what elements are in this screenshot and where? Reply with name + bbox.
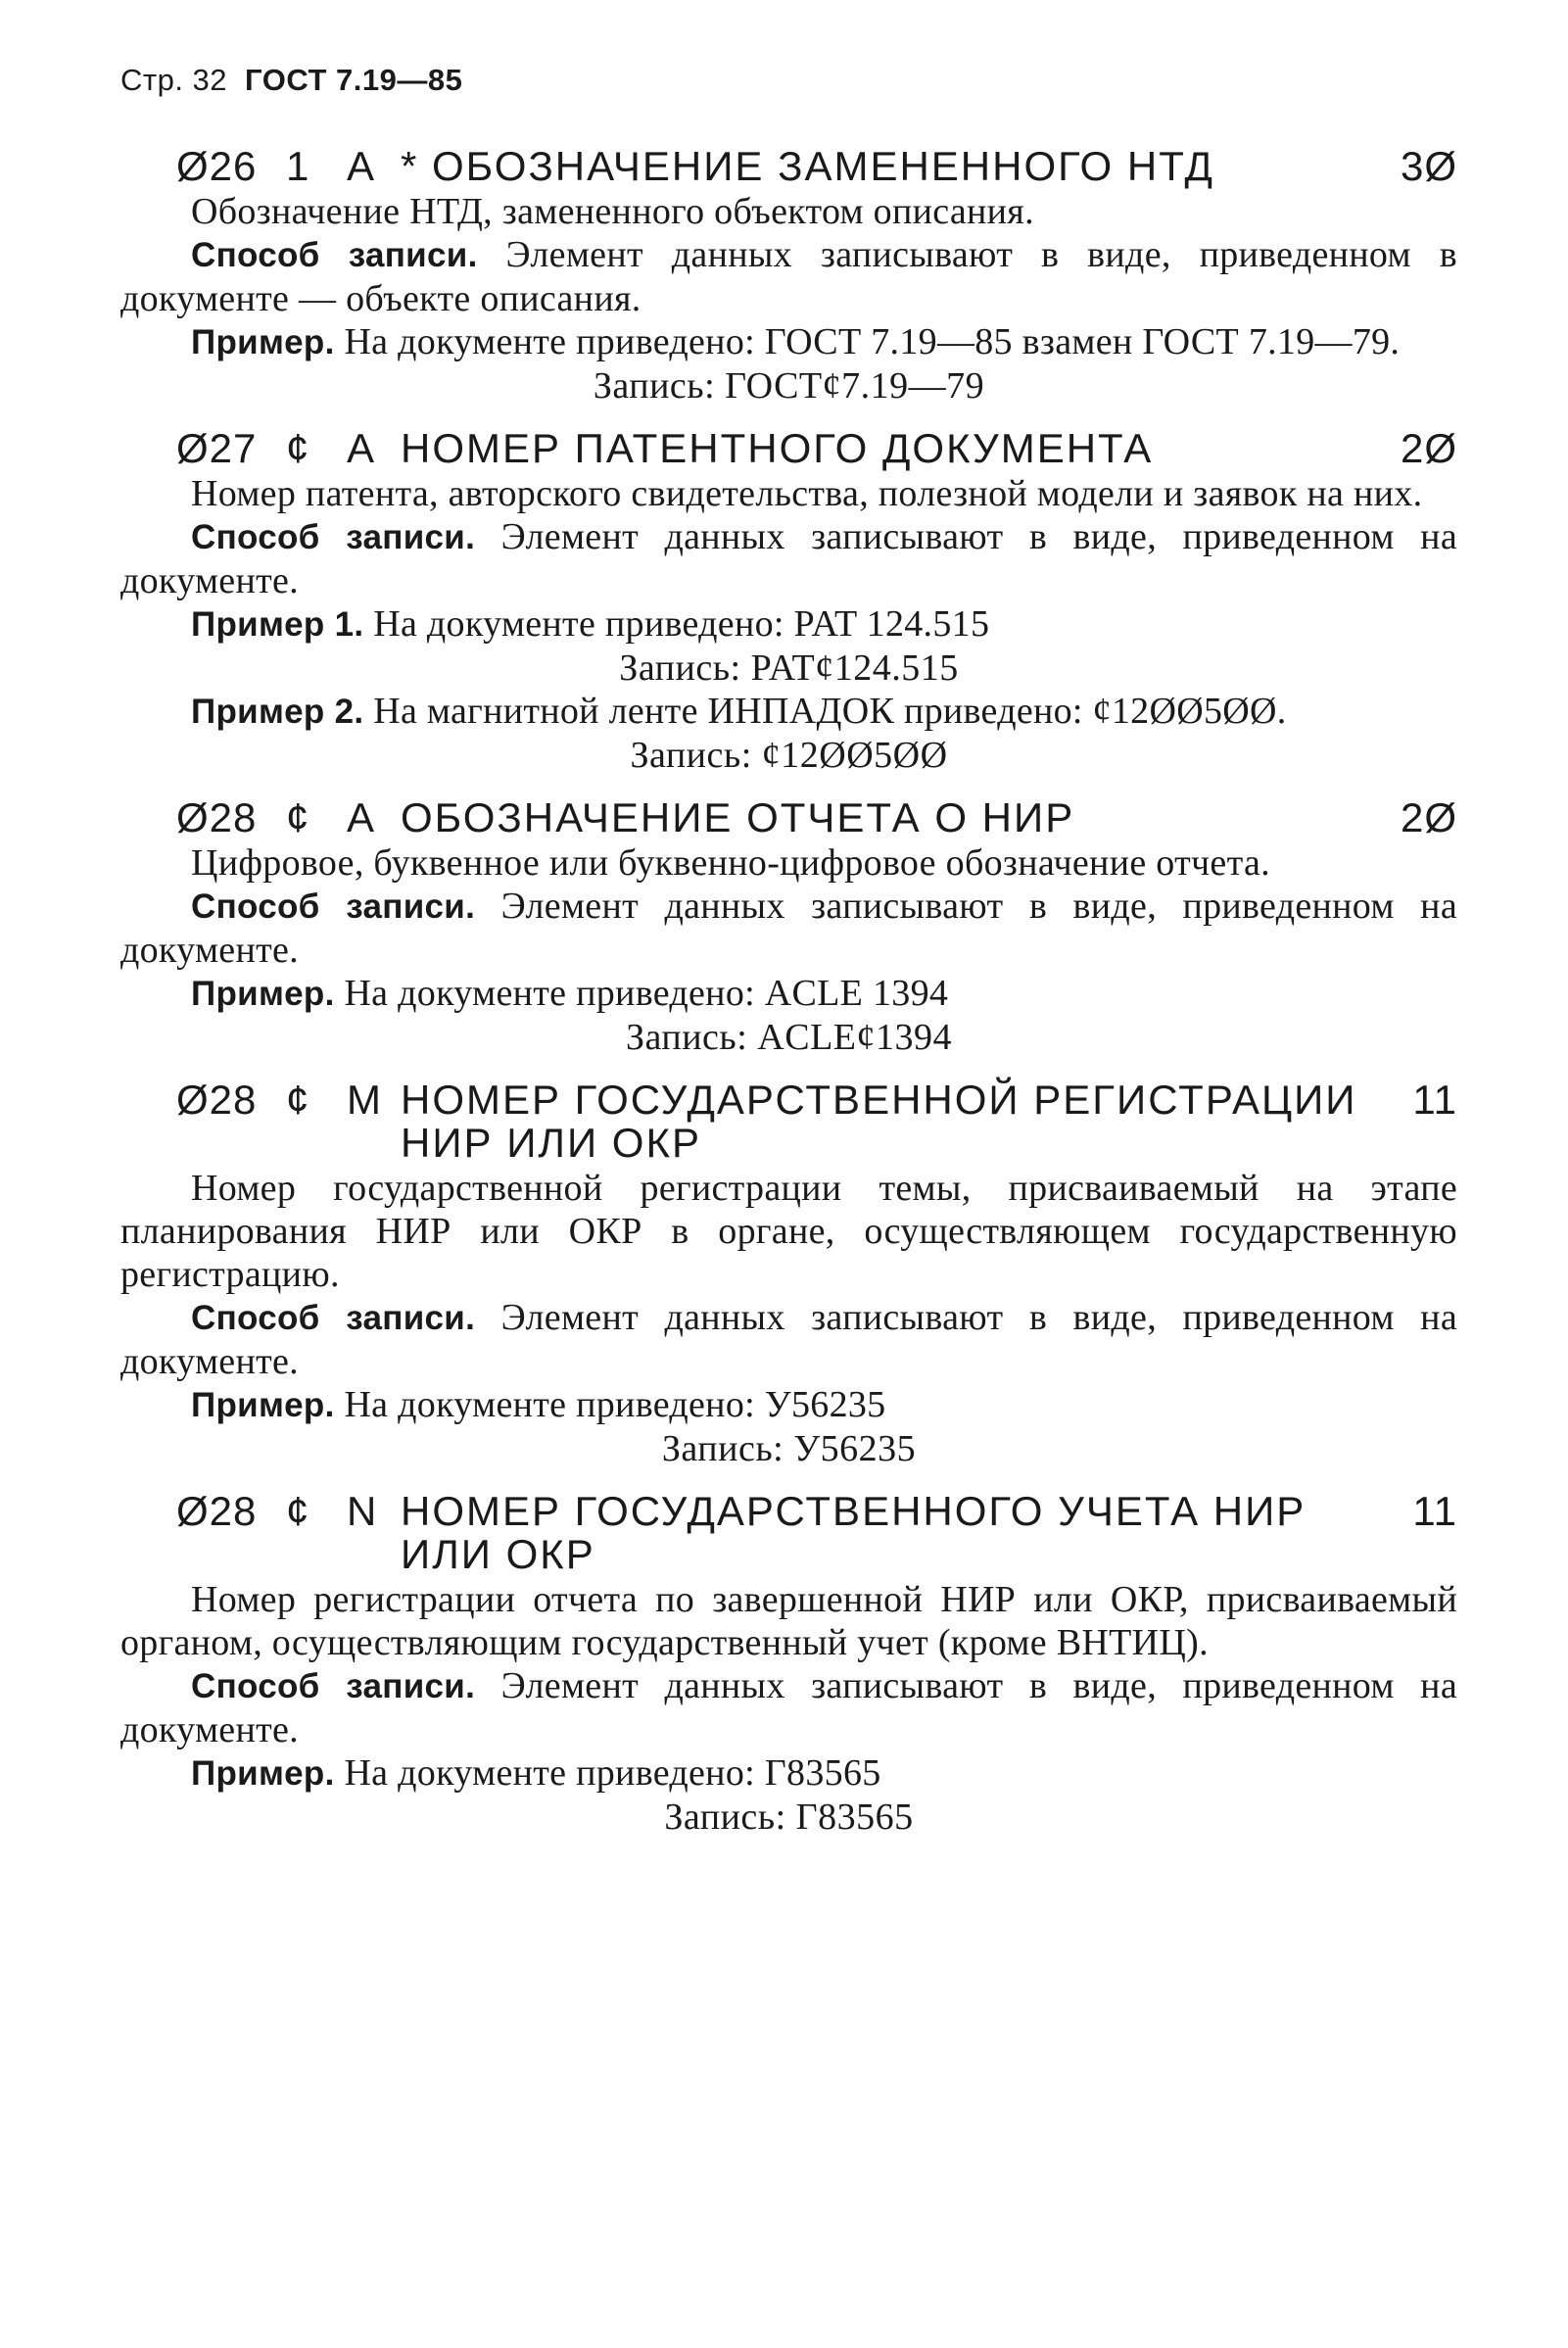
method-text: Элемент данных записывают в виде, приведенном на документе. bbox=[120, 886, 1457, 971]
page-header bbox=[120, 63, 462, 98]
entry-code: Ø28 bbox=[176, 1488, 258, 1534]
entry-record: Запись: Г83565 bbox=[664, 1797, 914, 1838]
entry-name: НОМЕР ПАТЕНТНОГО ДОКУМЕНТА bbox=[401, 425, 1154, 471]
data-element-entry bbox=[120, 796, 1457, 1059]
example-label: Пример. bbox=[191, 1754, 335, 1793]
method-label: Способ записи. bbox=[191, 236, 478, 274]
example-1-label: Пример 1. bbox=[191, 605, 364, 644]
entry-method bbox=[120, 885, 1457, 972]
entry-method bbox=[120, 1296, 1457, 1383]
entry-heading bbox=[120, 145, 1457, 188]
method-label: Способ записи. bbox=[191, 1667, 476, 1705]
method-label: Способ записи. bbox=[191, 1299, 476, 1337]
entry-flag: ¢ bbox=[286, 794, 310, 840]
method-text: Элемент данных записывают в виде, приведенном в документе — объекте описания. bbox=[120, 234, 1457, 319]
example-label: Пример. bbox=[191, 323, 335, 361]
method-label: Способ записи. bbox=[191, 887, 476, 926]
entry-heading bbox=[120, 796, 1457, 839]
entry-method bbox=[120, 515, 1457, 602]
example-1-text: На документе приведено: PAT 124.515 bbox=[373, 603, 990, 645]
entry-length: 11 bbox=[1412, 1077, 1457, 1123]
example-text: На документе приведено: Г83565 bbox=[344, 1752, 881, 1794]
data-element-entry bbox=[120, 145, 1457, 407]
data-element-entry bbox=[120, 1078, 1457, 1470]
method-text: Элемент данных записывают в виде, приведенном на документе. bbox=[120, 516, 1457, 601]
entry-name: НОМЕР ГОСУДАРСТВЕННОЙ РЕГИСТРАЦИИ НИР ИЛИ ОКР bbox=[401, 1077, 1357, 1166]
entry-method bbox=[120, 233, 1457, 320]
page-number: Стр. 32 bbox=[120, 63, 228, 97]
page-content bbox=[120, 145, 1457, 1858]
example-text: На документе приведено: У56235 bbox=[344, 1384, 886, 1425]
entry-length: 2Ø bbox=[1400, 425, 1457, 471]
entry-name: ОБОЗНАЧЕНИЕ ОТЧЕТА О НИР bbox=[401, 794, 1075, 840]
entry-length: 2Ø bbox=[1400, 794, 1457, 840]
entry-flag: ¢ bbox=[286, 1488, 310, 1534]
entry-heading bbox=[120, 427, 1457, 470]
entry-description: Номер патента, авторского свидетельства, полезной модели и заявок на них. bbox=[191, 473, 1423, 514]
entry-record-1: Запись: PAT¢124.515 bbox=[619, 647, 959, 689]
entry-example bbox=[120, 972, 1457, 1016]
example-2-label: Пример 2. bbox=[191, 693, 364, 731]
entry-code: Ø28 bbox=[176, 1077, 258, 1123]
data-element-entry bbox=[120, 427, 1457, 777]
example-text: На документе приведено: ГОСТ 7.19—85 взамен ГОСТ 7.19—79. bbox=[344, 321, 1401, 362]
method-text: Элемент данных записывают в виде, приведенном на документе. bbox=[120, 1665, 1457, 1750]
entry-code: Ø28 bbox=[176, 794, 258, 840]
entry-length: 3Ø bbox=[1400, 143, 1457, 189]
entry-example bbox=[120, 320, 1457, 364]
example-label: Пример. bbox=[191, 975, 335, 1013]
entry-method bbox=[120, 1664, 1457, 1751]
entry-record-2: Запись: ¢12ØØ5ØØ bbox=[630, 735, 948, 776]
entry-code: Ø27 bbox=[176, 425, 258, 471]
example-text: На документе приведено: ACLE 1394 bbox=[344, 973, 949, 1014]
entry-description: Обозначение НТД, замененного объектом описания. bbox=[191, 191, 1034, 232]
entry-example-2 bbox=[120, 690, 1457, 734]
entry-relation: M bbox=[347, 1077, 382, 1123]
example-label: Пример. bbox=[191, 1386, 335, 1424]
entry-record: Запись: ACLE¢1394 bbox=[625, 1017, 953, 1058]
entry-description: Цифровое, буквенное или буквенно-цифровое обозначение отчета. bbox=[191, 842, 1270, 884]
entry-relation: A bbox=[347, 143, 376, 189]
entry-flag: ¢ bbox=[286, 1077, 310, 1123]
entry-description: Номер государственной регистрации темы, присваиваемый на этапе планирования НИР или ОКР в органе, осуществляющем государственную регистрацию. bbox=[120, 1168, 1457, 1295]
method-text: Элемент данных записывают в виде, приведенном на документе. bbox=[120, 1297, 1457, 1382]
data-element-entry bbox=[120, 1490, 1457, 1839]
entry-record: Запись: ГОСТ¢7.19—79 bbox=[593, 365, 985, 407]
entry-example-1 bbox=[120, 602, 1457, 647]
entry-name: НОМЕР ГОСУДАРСТВЕННОГО УЧЕТА НИР ИЛИ ОКР bbox=[401, 1488, 1307, 1577]
entry-name: * ОБОЗНАЧЕНИЕ ЗАМЕНЕННОГО НТД bbox=[401, 143, 1214, 189]
entry-flag: ¢ bbox=[286, 425, 310, 471]
entry-example bbox=[120, 1751, 1457, 1796]
entry-description: Номер регистрации отчета по завершенной НИР или ОКР, присваиваемый органом, осуществляющим государственный учет (кроме ВНТИЦ). bbox=[120, 1579, 1457, 1663]
entry-example bbox=[120, 1383, 1457, 1427]
entry-relation: N bbox=[347, 1488, 378, 1534]
entry-heading bbox=[120, 1490, 1457, 1576]
entry-code: Ø26 bbox=[176, 143, 258, 189]
entry-relation: A bbox=[347, 425, 376, 471]
entry-relation: A bbox=[347, 794, 376, 840]
entry-heading bbox=[120, 1078, 1457, 1165]
standard-title: ГОСТ 7.19—85 bbox=[245, 63, 463, 97]
example-2-text: На магнитной ленте ИНПАДОК приведено: ¢12ØØ5ØØ. bbox=[373, 691, 1287, 732]
entry-length: 11 bbox=[1412, 1488, 1457, 1534]
entry-record: Запись: У56235 bbox=[661, 1428, 917, 1469]
method-label: Способ записи. bbox=[191, 518, 476, 556]
entry-flag: 1 bbox=[286, 143, 310, 189]
